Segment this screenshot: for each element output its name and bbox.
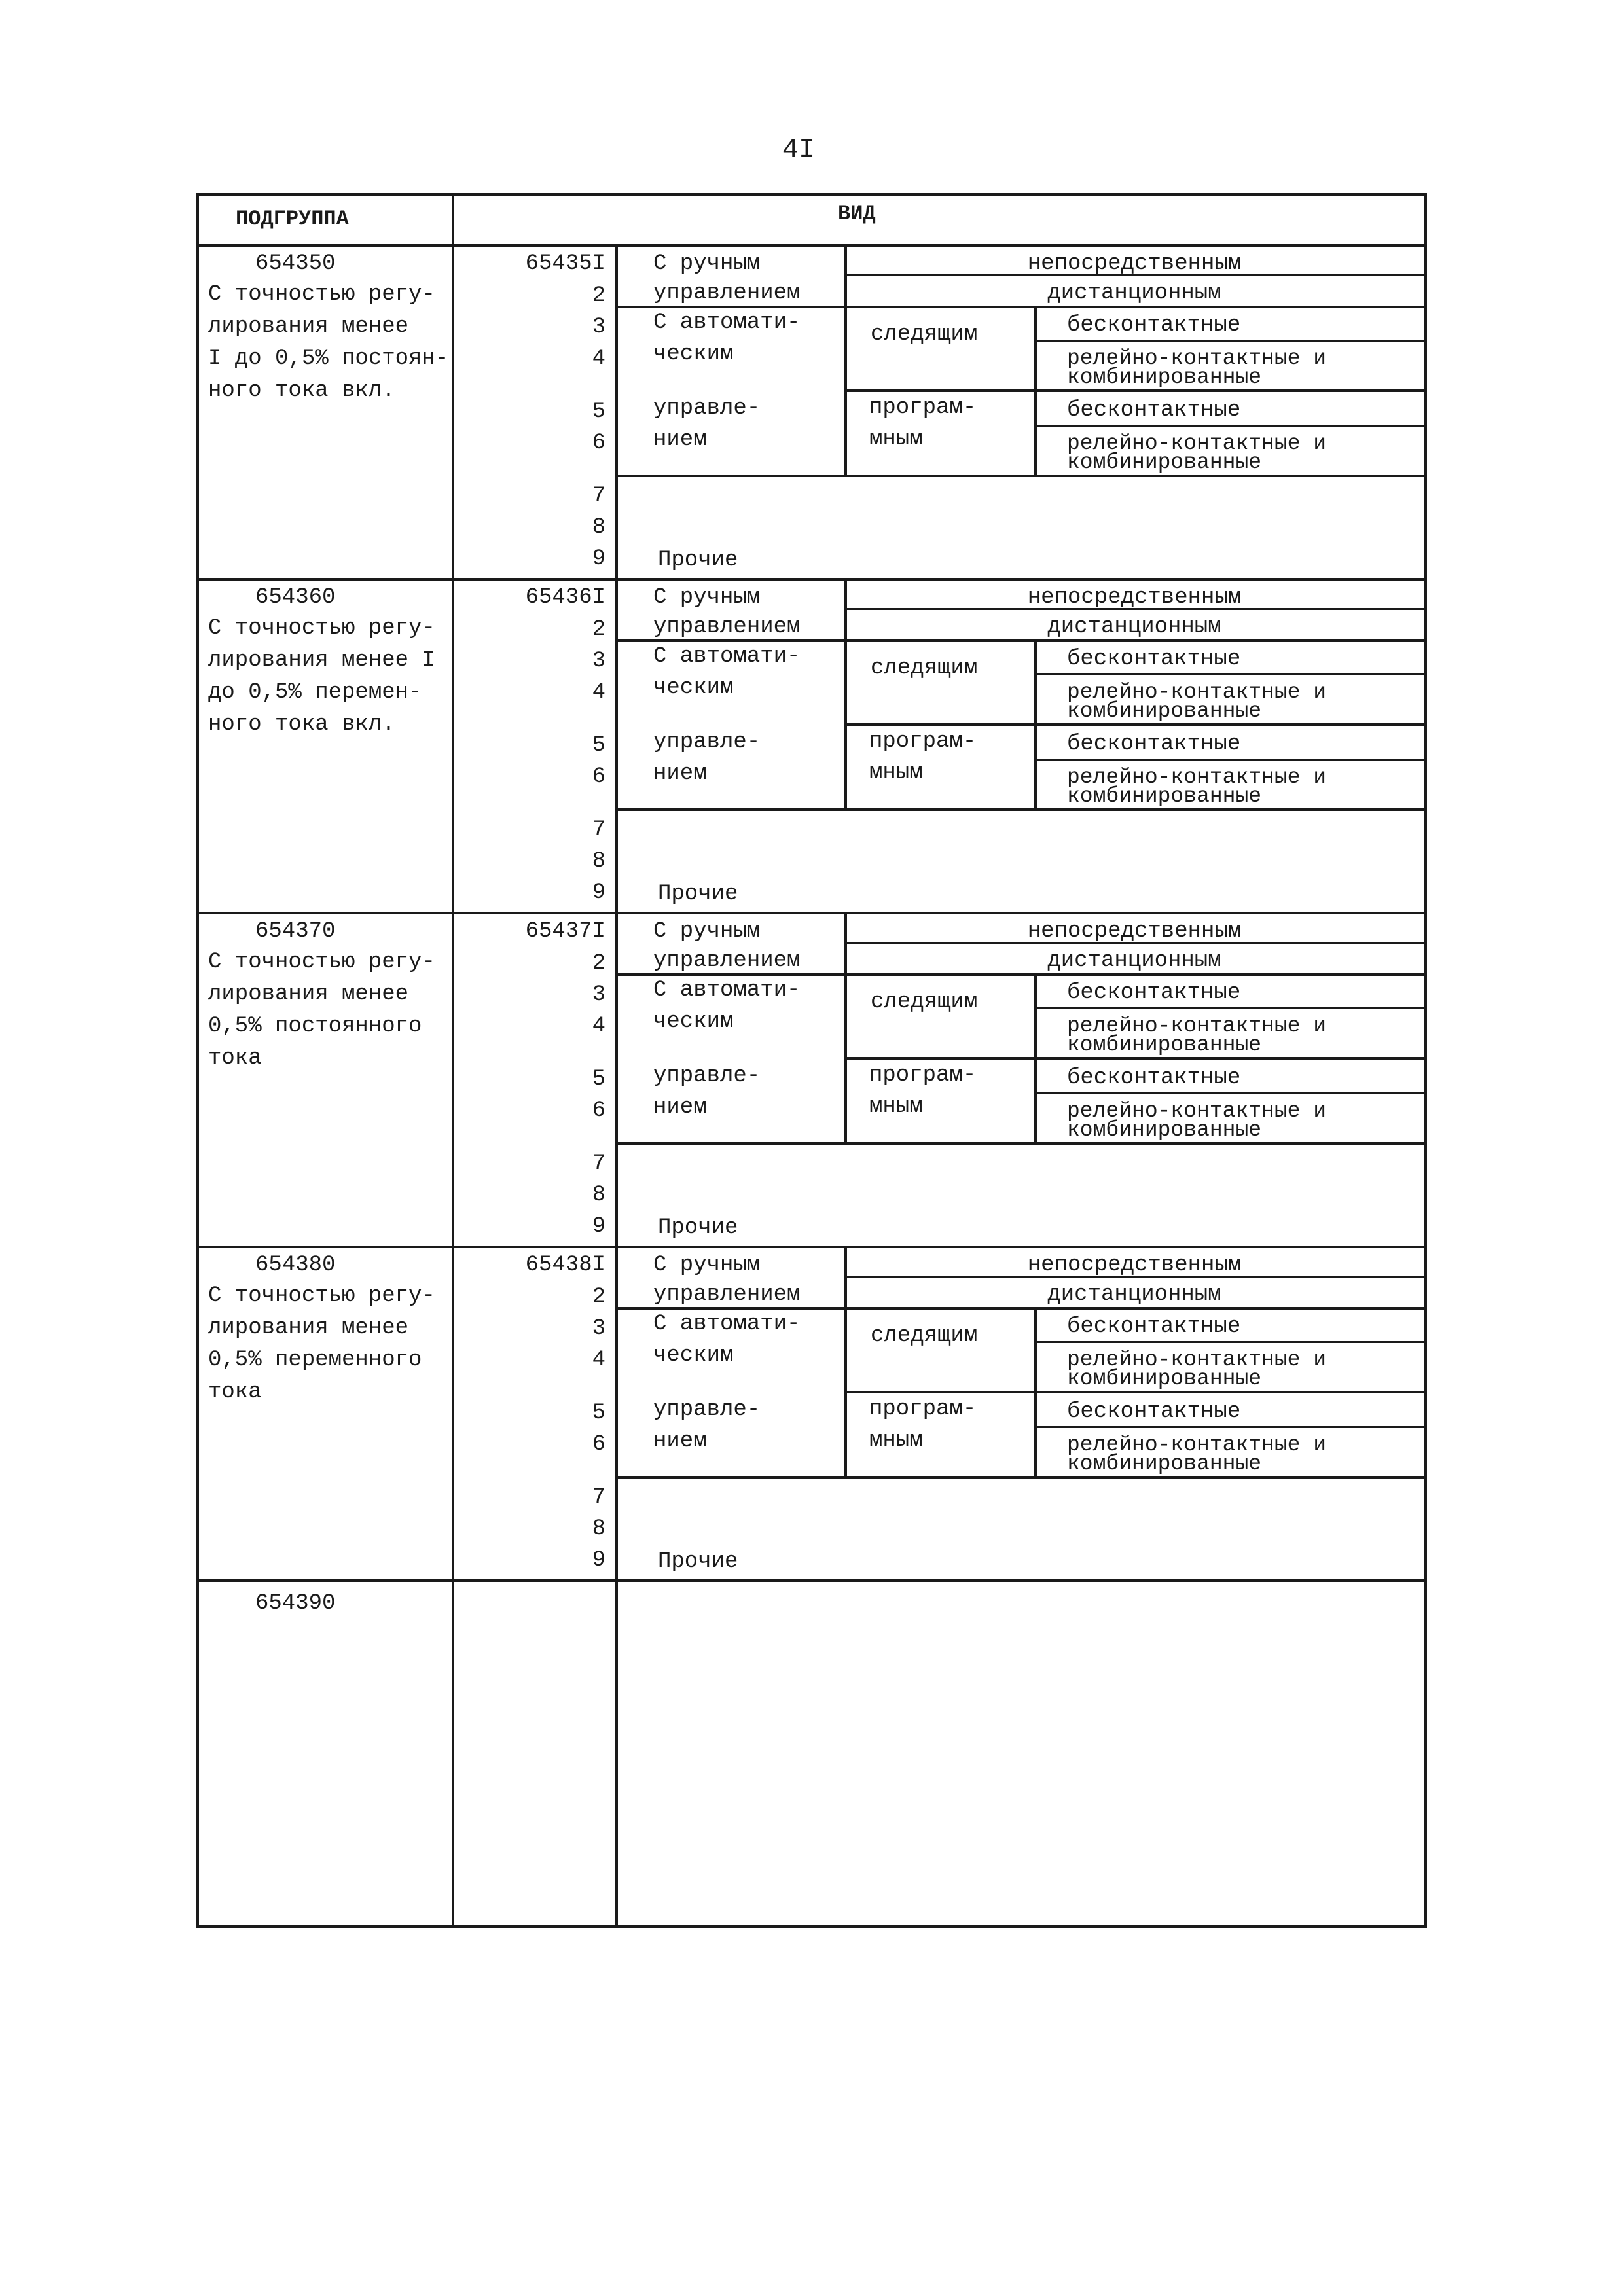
auto-label: С автомати- <box>653 1312 801 1336</box>
table-left-border <box>196 193 199 1928</box>
group-code-654390: 654390 <box>255 1591 336 1616</box>
auto-label: нием <box>653 427 707 452</box>
kind-line <box>1034 340 1424 342</box>
header-kind: ВИД <box>838 202 876 226</box>
auto-label: С автомати- <box>653 978 801 1003</box>
item-number: 8 <box>592 849 605 874</box>
other-label: Прочие <box>658 1215 738 1240</box>
group-description-line: 0,5% постоянного <box>208 1014 422 1039</box>
direct-label: непосредственным <box>1027 585 1242 610</box>
group-description-line: I до 0,5% постоян- <box>208 346 449 371</box>
relay-label: комбинированные <box>1067 365 1262 389</box>
kind-line <box>1034 1007 1424 1009</box>
kind-line <box>844 912 847 1142</box>
tracking-label: следящим <box>871 990 978 1014</box>
kind-line <box>615 808 1424 811</box>
relay-label: комбинированные <box>1067 784 1262 808</box>
other-label: Прочие <box>658 882 738 906</box>
group-description-line: тока <box>208 1380 262 1405</box>
group-description-line: лирования менее <box>208 982 409 1007</box>
group-description-line: С точностью регу- <box>208 282 435 307</box>
group-description-line: С точностью регу- <box>208 950 435 975</box>
relay-label: релейно-контактные и <box>1067 1433 1327 1457</box>
direct-label: непосредственным <box>1027 251 1242 276</box>
kind-line <box>1034 673 1424 675</box>
item-number: 3 <box>592 1316 605 1341</box>
item-number: 9 <box>592 1548 605 1573</box>
relay-label: комбинированные <box>1067 450 1262 475</box>
relay-label: релейно-контактные и <box>1067 680 1327 704</box>
auto-label: управле- <box>653 1397 761 1422</box>
group-description-line: ного тока вкл. <box>208 378 395 403</box>
table-bottom-border <box>196 1925 1427 1928</box>
item-number: 7 <box>592 817 605 842</box>
manual-label: управлением <box>653 948 801 973</box>
item-number: 5 <box>592 733 605 758</box>
manual-label: управлением <box>653 281 801 306</box>
program-label: програм- <box>869 395 977 420</box>
item-number: 6 <box>592 431 605 456</box>
relay-label: релейно-контактные и <box>1067 765 1327 789</box>
subgroup-column-divider <box>452 193 454 1928</box>
tracking-label: следящим <box>871 1323 978 1348</box>
relay-label: релейно-контактные и <box>1067 431 1327 456</box>
item-number: 2 <box>592 951 605 976</box>
item-number: 7 <box>592 1485 605 1510</box>
group-description-line: тока <box>208 1046 262 1071</box>
group-code: 654370 <box>255 919 336 944</box>
classification-table <box>196 193 1427 1928</box>
auto-label: нием <box>653 1095 707 1120</box>
group-description-line: лирования менее I <box>208 648 435 673</box>
page-number: 4I <box>782 134 816 166</box>
auto-label: нием <box>653 1429 707 1454</box>
auto-label: нием <box>653 761 707 786</box>
item-number: 9 <box>592 547 605 571</box>
table-top-border <box>196 193 1427 196</box>
item-number: 6 <box>592 764 605 789</box>
auto-label: ческим <box>653 1343 734 1368</box>
tracking-label: следящим <box>871 322 978 347</box>
kind-line <box>844 1057 1424 1060</box>
remote-label: дистанционным <box>1047 948 1221 973</box>
item-number: 4 <box>592 1348 605 1372</box>
kind-line <box>844 1246 847 1476</box>
item-number: 5 <box>592 1401 605 1426</box>
contactless-label: бесконтактные <box>1067 647 1241 672</box>
remote-label: дистанционным <box>1047 615 1221 639</box>
item-number: 6 <box>592 1432 605 1457</box>
auto-label: С автомати- <box>653 310 801 335</box>
kind-line <box>1034 759 1424 761</box>
program-label: програм- <box>869 1397 977 1422</box>
item-number: 8 <box>592 1183 605 1208</box>
relay-label: комбинированные <box>1067 1033 1262 1057</box>
direct-label: непосредственным <box>1027 1253 1242 1278</box>
item-code: 65437I <box>525 919 605 944</box>
kind-line <box>615 1142 1424 1145</box>
group-bottom-border <box>196 1579 1427 1582</box>
manual-label: управлением <box>653 1282 801 1307</box>
other-label: Прочие <box>658 1549 738 1574</box>
group-bottom-border <box>196 578 1427 581</box>
contactless-label: бесконтактные <box>1067 313 1241 338</box>
item-number: 2 <box>592 1285 605 1310</box>
item-number: 7 <box>592 1151 605 1176</box>
item-number: 4 <box>592 1014 605 1039</box>
group-description-line: лирования менее <box>208 314 409 339</box>
relay-label: комбинированные <box>1067 699 1262 723</box>
auto-label: управле- <box>653 396 761 421</box>
item-number: 4 <box>592 346 605 371</box>
remote-label: дистанционным <box>1047 1282 1221 1307</box>
item-number: 2 <box>592 283 605 308</box>
manual-label: управлением <box>653 615 801 639</box>
relay-label: релейно-контактные и <box>1067 346 1327 370</box>
kind-line <box>1034 306 1037 475</box>
group-description-line: до 0,5% перемен- <box>208 680 422 705</box>
item-number: 8 <box>592 515 605 540</box>
program-label: мным <box>869 1428 923 1453</box>
kind-line <box>1034 973 1037 1142</box>
item-code: 65438I <box>525 1253 605 1278</box>
item-code: 65435I <box>525 251 605 276</box>
group-code: 654360 <box>255 585 336 610</box>
group-code: 654350 <box>255 251 336 276</box>
kind-line <box>844 389 1424 392</box>
item-number: 6 <box>592 1098 605 1123</box>
contactless-label: бесконтактные <box>1067 398 1241 423</box>
kind-line <box>1034 1307 1037 1476</box>
item-code: 65436I <box>525 585 605 610</box>
kind-line <box>1034 425 1424 427</box>
header-bottom-border <box>196 244 1427 247</box>
program-label: мным <box>869 1094 923 1119</box>
header-subgroup: ПОДГРУППА <box>236 207 349 231</box>
manual-label: С ручным <box>653 1253 761 1278</box>
manual-label: С ручным <box>653 585 761 610</box>
auto-label: ческим <box>653 1009 734 1034</box>
item-number: 5 <box>592 399 605 424</box>
auto-label: ческим <box>653 675 734 700</box>
relay-label: комбинированные <box>1067 1452 1262 1476</box>
item-number: 7 <box>592 484 605 509</box>
kind-line <box>1034 639 1037 808</box>
contactless-label: бесконтактные <box>1067 980 1241 1005</box>
kind-line <box>1034 1341 1424 1343</box>
kind-line <box>844 244 847 475</box>
relay-label: релейно-контактные и <box>1067 1014 1327 1038</box>
group-bottom-border <box>196 1246 1427 1248</box>
direct-label: непосредственным <box>1027 919 1242 944</box>
item-number: 9 <box>592 1214 605 1239</box>
group-description-line: ного тока вкл. <box>208 712 395 737</box>
item-number: 3 <box>592 649 605 673</box>
relay-label: комбинированные <box>1067 1367 1262 1391</box>
contactless-label: бесконтактные <box>1067 732 1241 757</box>
kind-line <box>1034 1092 1424 1094</box>
kind-line <box>844 723 1424 726</box>
item-number: 9 <box>592 880 605 905</box>
group-bottom-border <box>196 912 1427 914</box>
item-number: 3 <box>592 982 605 1007</box>
manual-label: С ручным <box>653 919 761 944</box>
table-right-border <box>1424 193 1427 1928</box>
item-number: 4 <box>592 680 605 705</box>
kind-line <box>1034 1426 1424 1428</box>
item-number: 5 <box>592 1067 605 1092</box>
kind-line <box>615 1476 1424 1479</box>
group-description-line: С точностью регу- <box>208 1283 435 1308</box>
code-column-divider <box>615 244 618 1928</box>
auto-label: ческим <box>653 342 734 367</box>
auto-label: управле- <box>653 730 761 755</box>
other-label: Прочие <box>658 548 738 573</box>
item-number: 3 <box>592 315 605 340</box>
relay-label: релейно-контактные и <box>1067 1099 1327 1123</box>
group-description-line: С точностью регу- <box>208 616 435 641</box>
program-label: програм- <box>869 1063 977 1088</box>
auto-label: С автомати- <box>653 644 801 669</box>
contactless-label: бесконтактные <box>1067 1399 1241 1424</box>
item-number: 8 <box>592 1516 605 1541</box>
relay-label: комбинированные <box>1067 1118 1262 1142</box>
program-label: мным <box>869 427 923 452</box>
item-number: 2 <box>592 617 605 642</box>
program-label: мным <box>869 761 923 785</box>
program-label: програм- <box>869 729 977 754</box>
kind-line <box>615 475 1424 477</box>
kind-line <box>844 1391 1424 1393</box>
auto-label: управле- <box>653 1064 761 1088</box>
relay-label: релейно-контактные и <box>1067 1348 1327 1372</box>
contactless-label: бесконтактные <box>1067 1314 1241 1339</box>
tracking-label: следящим <box>871 656 978 681</box>
group-description-line: лирования менее <box>208 1316 409 1340</box>
manual-label: С ручным <box>653 251 761 276</box>
group-description-line: 0,5% переменного <box>208 1348 422 1372</box>
kind-line <box>844 578 847 808</box>
group-code: 654380 <box>255 1253 336 1278</box>
contactless-label: бесконтактные <box>1067 1066 1241 1090</box>
remote-label: дистанционным <box>1047 281 1221 306</box>
